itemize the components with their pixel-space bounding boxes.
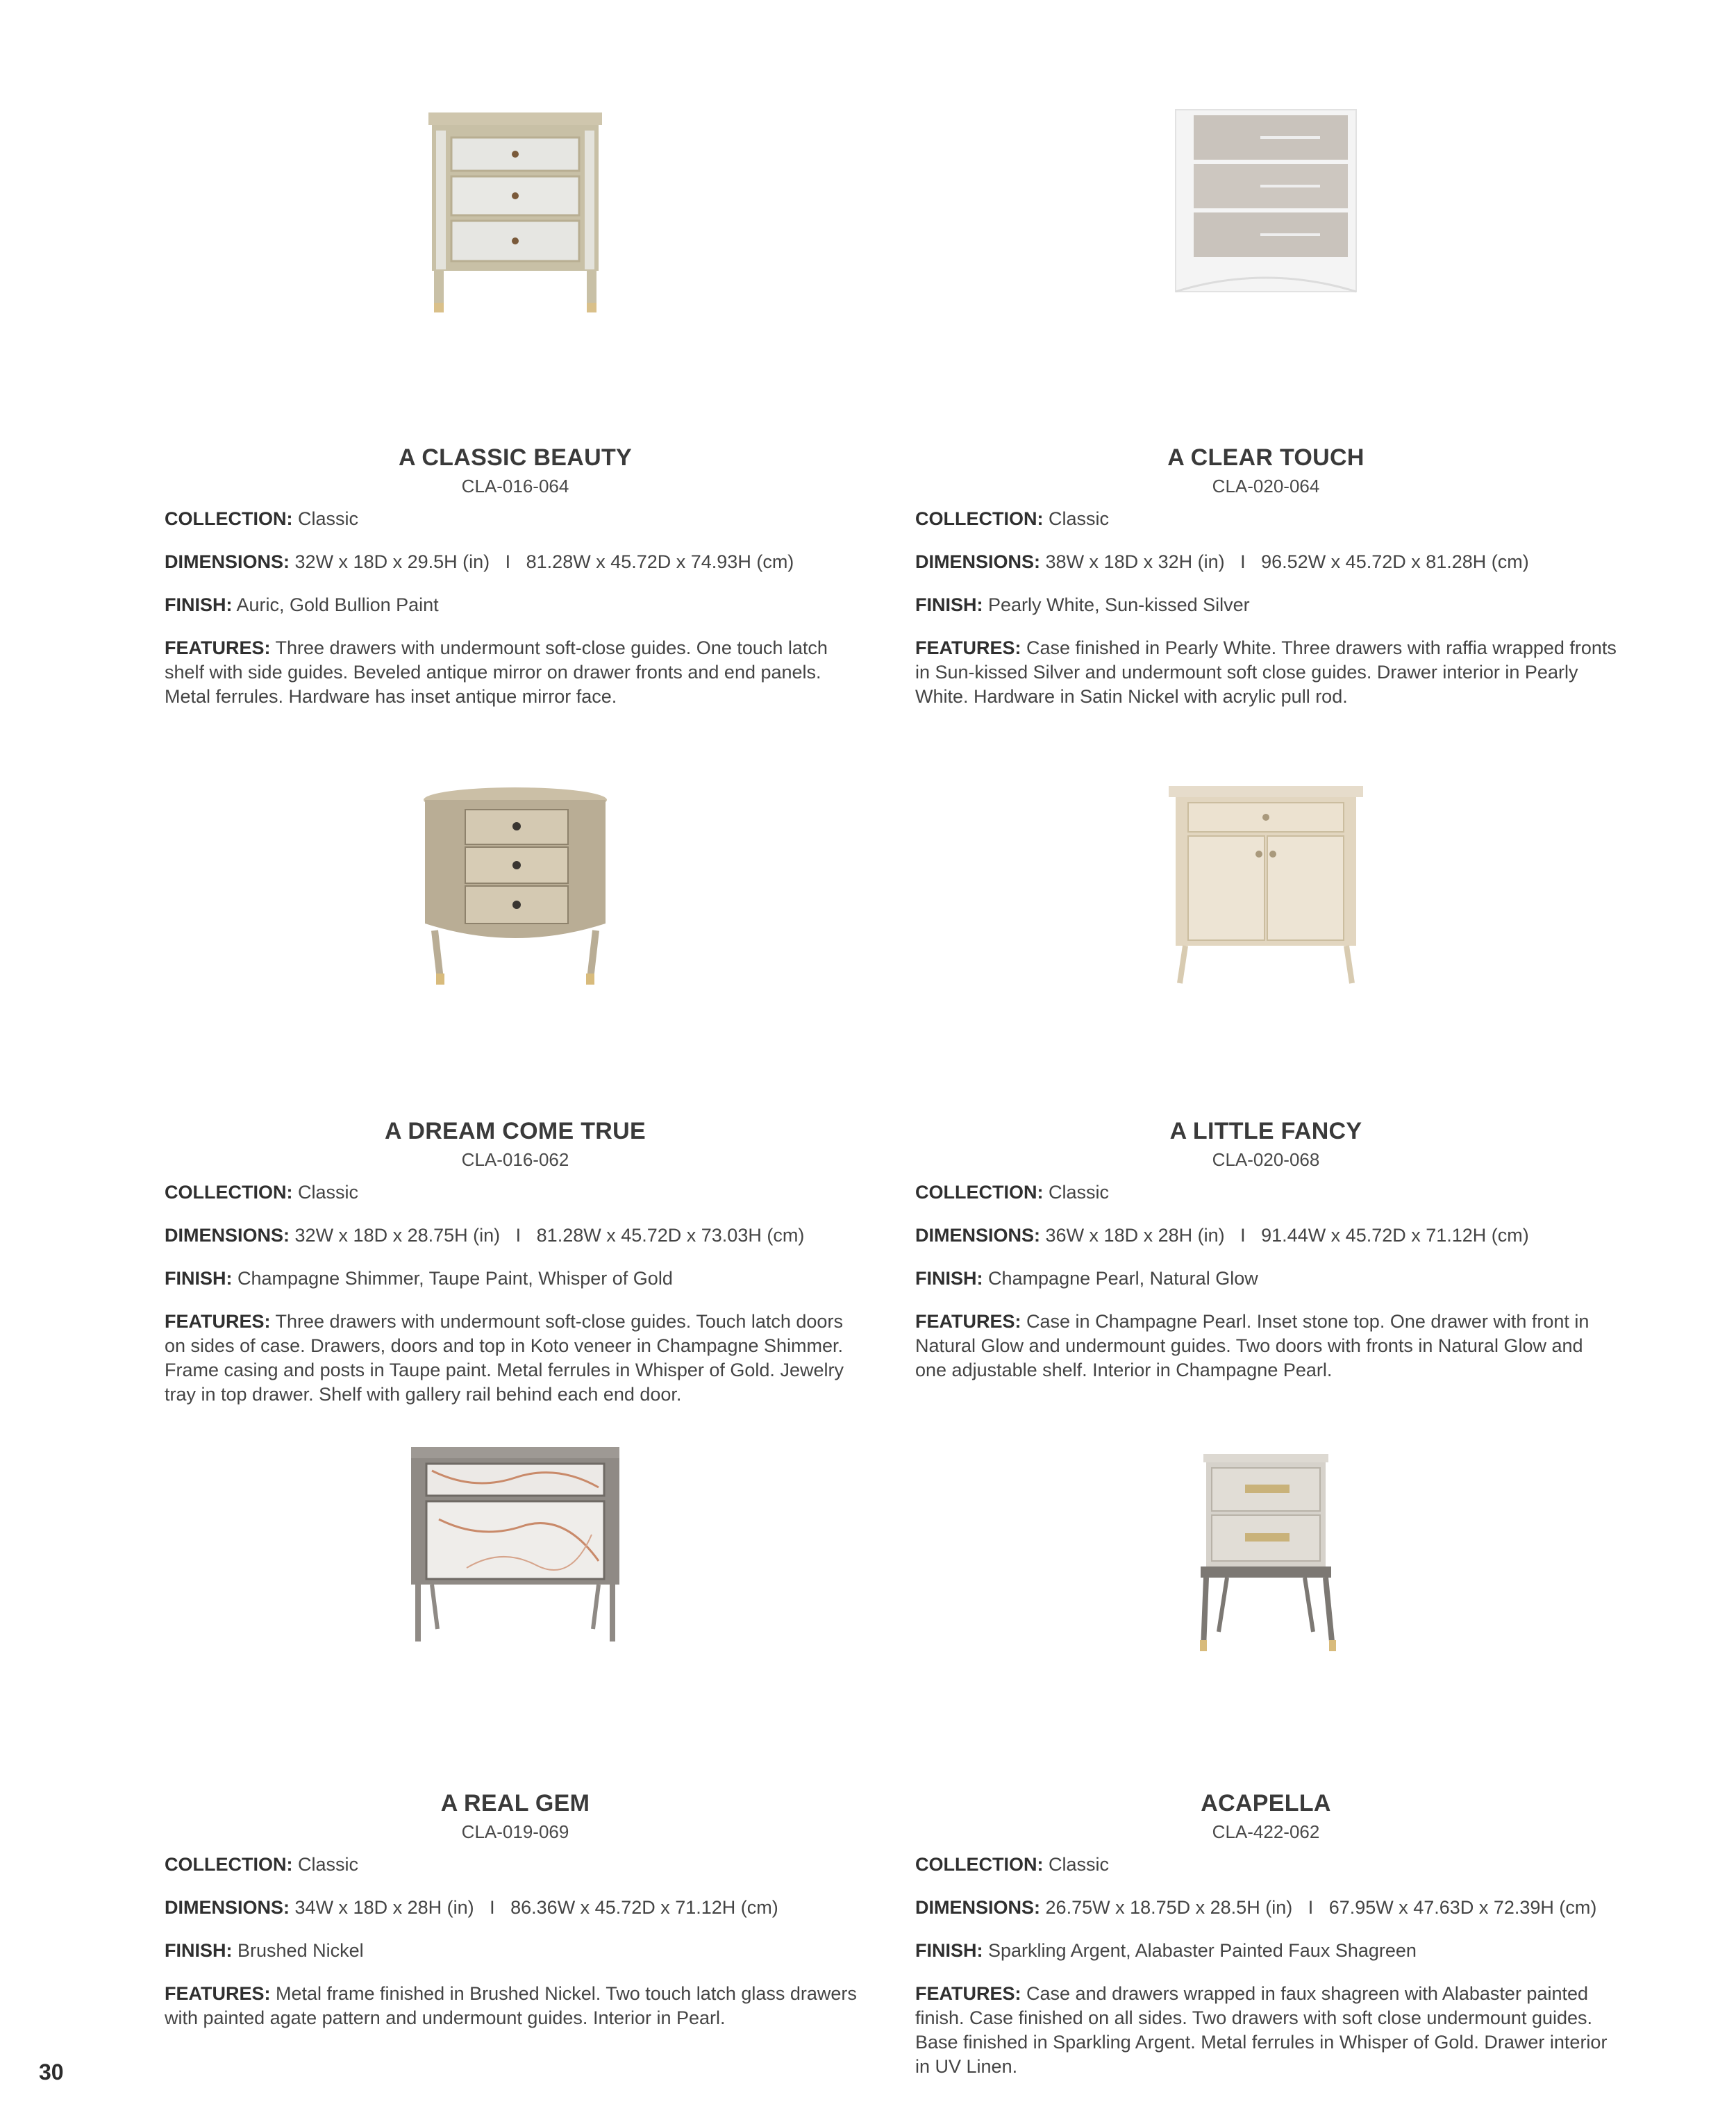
features-label: FEATURES: — [165, 1311, 271, 1332]
features-value: Three drawers with undermount soft-close guides. Touch latch doors on sides of case. Drawers, doors and top in Koto veneer in Champagne Shimmer. Frame casing and posts in Taupe paint. Metal ferrules in Whisper of Gold. Jewelry tray in top drawer. Shelf with gallery rail behind each end door. — [165, 1311, 844, 1405]
dimensions-value: 38W x 18D x 32H (in) I 96.52W x 45.72D x 81.28H (cm) — [1045, 551, 1529, 572]
product-sku: CLA-016-062 — [461, 1149, 569, 1170]
features-label: FEATURES: — [915, 1311, 1021, 1332]
collection-label: COLLECTION: — [915, 1182, 1044, 1203]
dimensions-value: 32W x 18D x 28.75H (in) I 81.28W x 45.72D x 73.03H (cm) — [294, 1225, 805, 1246]
finish-line — [165, 1939, 866, 1963]
drawer-and-two-door-cabinet-image — [1058, 771, 1474, 1000]
product-a-classic-beauty — [165, 97, 866, 709]
product-name: ACAPELLA — [1201, 1790, 1331, 1816]
features-line — [915, 1310, 1617, 1382]
dimensions-value: 34W x 18D x 28H (in) I 86.36W x 45.72D x 71.12H (cm) — [294, 1897, 778, 1918]
finish-value: Champagne Pearl, Natural Glow — [988, 1268, 1258, 1289]
product-sku: CLA-422-062 — [1212, 1821, 1320, 1842]
collection-line — [165, 1853, 866, 1877]
collection-line — [915, 1853, 1617, 1877]
collection-line — [915, 507, 1617, 531]
finish-value: Sparkling Argent, Alabaster Painted Faux Shagreen — [988, 1940, 1417, 1961]
dimensions-value: 32W x 18D x 29.5H (in) I 81.28W x 45.72D x 74.93H (cm) — [294, 551, 794, 572]
features-value: Metal frame finished in Brushed Nickel. Two touch latch glass drawers with painted agate pattern and undermount guides. Interior in Pearl. — [165, 1983, 857, 2028]
dimensions-line — [165, 550, 866, 574]
product-name: A REAL GEM — [440, 1790, 590, 1816]
features-value: Case and drawers wrapped in faux shagreen with Alabaster painted finish. Case finished on all sides. Two drawers with soft close undermount guides. Base finished in Sparkling Argent. Metal ferrules in Whisper of Gold. Drawer interior in UV Linen. — [915, 1983, 1608, 2077]
oval-nightstand-illustration — [307, 771, 724, 1000]
collection-label: COLLECTION: — [165, 1182, 293, 1203]
features-value: Three drawers with undermount soft-close guides. One touch latch shelf with side guides. Beveled antique mirror on drawer fronts and end panels. Metal ferrules. Hardware has inset antique mirror face. — [165, 637, 828, 707]
finish-line — [915, 1939, 1617, 1963]
chest-illustration — [1058, 97, 1474, 326]
features-label: FEATURES: — [915, 1983, 1021, 2004]
dimensions-line — [915, 1896, 1617, 1920]
finish-line — [915, 593, 1617, 617]
product-name: A CLEAR TOUCH — [1167, 444, 1364, 471]
shagreen-two-drawer-nightstand-image — [1058, 1443, 1474, 1672]
collection-label: COLLECTION: — [165, 508, 293, 529]
dimensions-value: 36W x 18D x 28H (in) I 91.44W x 45.72D x 71.12H (cm) — [1045, 1225, 1529, 1246]
page-number: 30 — [39, 2060, 64, 2085]
white-three-drawer-chest-image — [1058, 97, 1474, 326]
features-label: FEATURES: — [915, 637, 1021, 658]
collection-label: COLLECTION: — [915, 508, 1044, 529]
finish-label: FINISH: — [915, 1268, 983, 1289]
features-line — [165, 636, 866, 709]
collection-value: Classic — [1049, 1854, 1110, 1875]
product-sku: CLA-020-064 — [1212, 476, 1320, 496]
dimensions-line — [915, 1223, 1617, 1248]
finish-line — [165, 593, 866, 617]
shagreen-nightstand-illustration — [1058, 1443, 1474, 1672]
product-acapella — [915, 1443, 1617, 2079]
finish-label: FINISH: — [165, 1940, 233, 1961]
dimensions-label: DIMENSIONS: — [915, 1225, 1041, 1246]
finish-value: Auric, Gold Bullion Paint — [236, 594, 439, 615]
finish-value: Pearly White, Sun-kissed Silver — [988, 594, 1250, 615]
agate-nightstand-illustration — [307, 1443, 724, 1672]
dimensions-label: DIMENSIONS: — [165, 1897, 290, 1918]
product-name: A LITTLE FANCY — [1169, 1118, 1362, 1144]
features-line — [915, 1982, 1617, 2079]
oval-three-drawer-nightstand-image — [307, 771, 724, 1000]
product-a-little-fancy — [915, 771, 1617, 1382]
agate-glass-two-drawer-nightstand-image — [307, 1443, 724, 1672]
product-a-dream-come-true — [165, 771, 866, 1407]
collection-label: COLLECTION: — [915, 1854, 1044, 1875]
features-value: Case in Champagne Pearl. Inset stone top. One drawer with front in Natural Glow and undermount guides. Two doors with fronts in Natural Glow and one adjustable shelf. Interior in Champagne Pearl. — [915, 1311, 1589, 1380]
features-label: FEATURES: — [165, 1983, 271, 2004]
product-a-real-gem — [165, 1443, 866, 2030]
dimensions-label: DIMENSIONS: — [165, 551, 290, 572]
dimensions-label: DIMENSIONS: — [165, 1225, 290, 1246]
product-a-clear-touch — [915, 97, 1617, 709]
finish-label: FINISH: — [165, 1268, 233, 1289]
features-line — [165, 1310, 866, 1407]
collection-line — [165, 507, 866, 531]
product-name: A DREAM COME TRUE — [385, 1118, 646, 1144]
finish-label: FINISH: — [915, 1940, 983, 1961]
features-value: Case finished in Pearly White. Three drawers with raffia wrapped fronts in Sun-kissed Silver and undermount soft close guides. Drawer interior in Pearly White. Hardware in Satin Nickel with acrylic pull rod. — [915, 637, 1617, 707]
finish-label: FINISH: — [165, 594, 233, 615]
collection-value: Classic — [298, 508, 359, 529]
dimensions-line — [915, 550, 1617, 574]
dimensions-label: DIMENSIONS: — [915, 551, 1041, 572]
collection-line — [165, 1180, 866, 1205]
product-sku: CLA-020-068 — [1212, 1149, 1320, 1170]
collection-label: COLLECTION: — [165, 1854, 293, 1875]
features-label: FEATURES: — [165, 637, 271, 658]
product-name: A CLASSIC BEAUTY — [398, 444, 632, 471]
collection-line — [915, 1180, 1617, 1205]
cabinet-illustration — [1058, 771, 1474, 1000]
collection-value: Classic — [298, 1182, 359, 1203]
features-line — [165, 1982, 866, 2030]
nightstand-illustration — [307, 97, 724, 326]
finish-line — [165, 1267, 866, 1291]
features-line — [915, 636, 1617, 709]
collection-value: Classic — [1049, 1182, 1110, 1203]
dimensions-line — [165, 1223, 866, 1248]
finish-value: Brushed Nickel — [237, 1940, 364, 1961]
finish-value: Champagne Shimmer, Taupe Paint, Whisper of Gold — [237, 1268, 673, 1289]
collection-value: Classic — [298, 1854, 359, 1875]
product-sku: CLA-019-069 — [461, 1821, 569, 1842]
mirrored-three-drawer-nightstand-image — [307, 97, 724, 326]
collection-value: Classic — [1049, 508, 1110, 529]
product-sku: CLA-016-064 — [461, 476, 569, 496]
dimensions-value: 26.75W x 18.75D x 28.5H (in) I 67.95W x 47.63D x 72.39H (cm) — [1045, 1897, 1597, 1918]
finish-line — [915, 1267, 1617, 1291]
dimensions-line — [165, 1896, 866, 1920]
dimensions-label: DIMENSIONS: — [915, 1897, 1041, 1918]
finish-label: FINISH: — [915, 594, 983, 615]
